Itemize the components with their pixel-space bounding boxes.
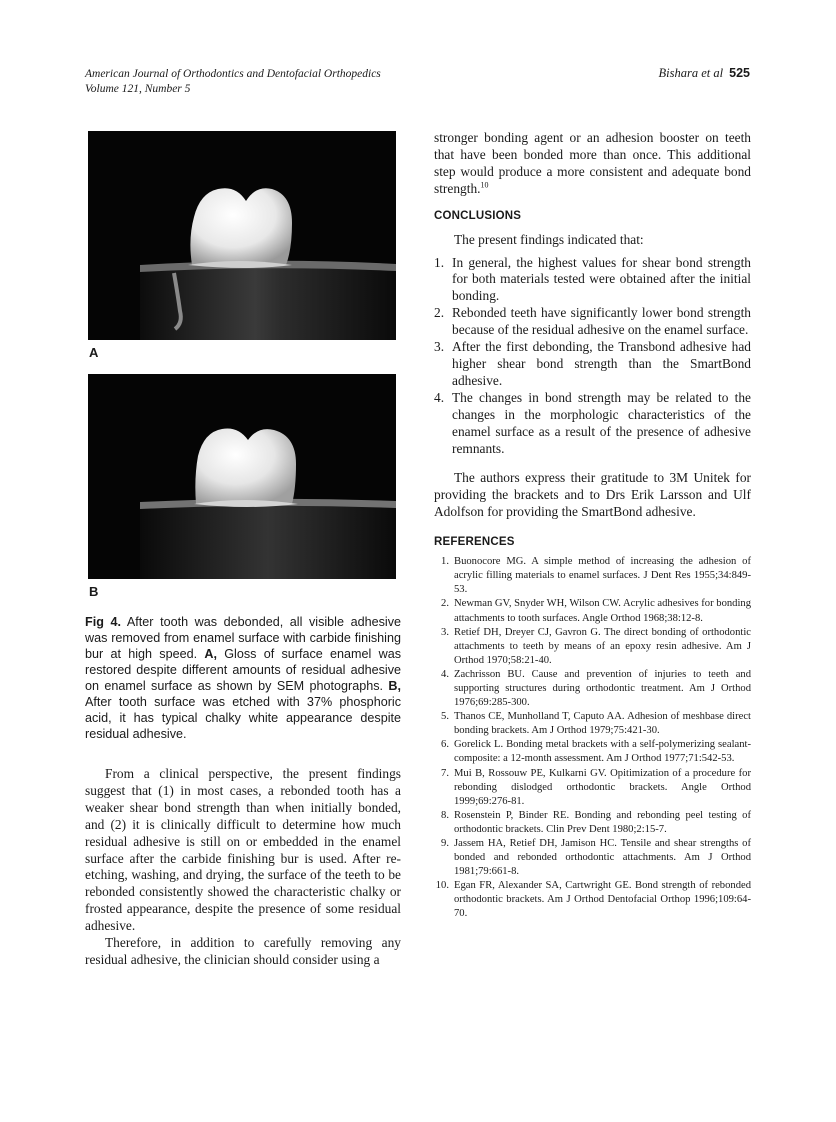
panel-label-b: B xyxy=(89,584,99,599)
caption-text-1: After tooth was debonded, all visible adhesive was removed from enamel surface with carbide finishing bur at high speed. xyxy=(85,615,401,661)
conclusion-item xyxy=(434,305,751,339)
continuation-paragraph xyxy=(434,130,751,198)
conclusion-item-number: 2. xyxy=(434,305,445,321)
figure-photo-b xyxy=(88,374,396,579)
reference-item xyxy=(434,668,751,710)
conclusion-item-number: 4. xyxy=(434,389,445,405)
caption-text-3: After tooth surface was etched with 37% phosphoric acid, it has typical chalky white appearance despite residual adhesive. xyxy=(85,695,401,741)
citation-ref: 10 xyxy=(480,180,489,190)
reference-item-text: Buonocore MG. A simple method of increasing the adhesion of acrylic filling materials to enamel surfaces. J Dent Res 1955;34:849-53. xyxy=(454,556,751,596)
reference-item-number: 7. xyxy=(441,767,449,779)
caption-a-label: A, xyxy=(204,647,217,661)
conclusion-item xyxy=(434,390,751,458)
left-column-body xyxy=(85,766,401,969)
journal-title: American Journal of Orthodontics and Dentofacial Orthopedics xyxy=(85,68,381,80)
reference-item-number: 3. xyxy=(441,626,449,638)
reference-item xyxy=(434,879,751,921)
reference-item xyxy=(434,738,751,766)
acknowledgment: The authors express their gratitude to 3M Unitek for providing the brackets and to Drs Erik Larsson and Ulf Adolfson for providing the SmartBond adhesive. xyxy=(434,470,751,520)
reference-item xyxy=(434,809,751,837)
figure-caption xyxy=(85,614,401,742)
reference-item-text: Zachrisson BU. Cause and prevention of injuries to teeth and supporting structures during orthodontic treatment. Am J Orthod 1976;69:285-300. xyxy=(454,668,751,709)
reference-item-number: 1. xyxy=(441,556,449,568)
caption-b-label: B, xyxy=(388,679,401,693)
conclusion-item-text: After the first debonding, the Transbond adhesive had higher shear bond strength than the SmartBond adhesive. xyxy=(452,339,751,388)
reference-item xyxy=(434,767,751,809)
references-heading: REFERENCES xyxy=(434,536,515,549)
reference-item-number: 8. xyxy=(441,809,449,821)
caption-text-2: Gloss of surface enamel was restored despite different amounts of residual adhesive on enamel surface as shown by SEM photographs. xyxy=(85,647,401,693)
reference-item xyxy=(434,837,751,879)
discussion-paragraph: Therefore, in addition to carefully removing any residual adhesive, the clinician should consider using a xyxy=(85,935,401,967)
reference-item-number: 5. xyxy=(441,711,449,723)
running-header-authors xyxy=(659,66,750,81)
conclusion-item-text: In general, the highest values for shear bond strength for both materials tested were obtained after the initial bonding. xyxy=(452,254,751,304)
conclusion-item-text: Rebonded teeth have significantly lower bond strength because of the residual adhesive on the enamel surface. xyxy=(452,305,751,338)
reference-item-text: Jassem HA, Retief DH, Jamison HC. Tensile and shear strengths of bonded and rebonded orthodontic attachments. Am J Orthod 1981;79:661-8. xyxy=(454,838,751,878)
reference-item-text: Thanos CE, Munholland T, Caputo AA. Adhesion of meshbase direct bonding brackets. Am J Orthod 1979;75:421-30. xyxy=(454,711,751,737)
tooth-photo-b xyxy=(88,374,396,579)
conclusions-intro: The present findings indicated that: xyxy=(454,231,644,247)
reference-item-text: Egan FR, Alexander SA, Cartwright GE. Bond strength of rebonded orthodontic brackets. Am J Orthod Dentofacial Orthop 1996;109:64-70. xyxy=(454,880,751,920)
conclusions-list xyxy=(434,255,751,458)
reference-item-text: Gorelick L. Bonding metal brackets with a self-polymerizing sealant-composite: a 12-month assessment. Am J Orthod 1977;71:542-53. xyxy=(454,739,751,765)
conclusion-item xyxy=(434,255,751,306)
header-authors: Bishara et al xyxy=(658,66,724,80)
reference-item-number: 6. xyxy=(441,739,449,751)
page-number: 525 xyxy=(729,66,750,80)
reference-item-number: 2. xyxy=(441,598,449,610)
conclusions-heading: CONCLUSIONS xyxy=(434,209,522,222)
reference-item xyxy=(434,555,751,597)
reference-item-text: Mui B, Rossouw PE, Kulkarni GV. Opitimization of a procedure for rebonding dislodged orthodontic brackets. Angle Orthod 1999;69:276-81. xyxy=(454,767,751,807)
references-list xyxy=(434,555,751,921)
reference-item-number: 9. xyxy=(441,838,449,849)
conclusion-item-number: 1. xyxy=(434,254,445,270)
reference-item xyxy=(434,597,751,625)
conclusion-item-number: 3. xyxy=(434,339,445,355)
reference-item-text: Rosenstein P, Binder RE. Bonding and rebonding peel testing of orthodontic brackets. Clin Prev Dent 1980;2:15-7. xyxy=(454,809,751,835)
discussion-paragraph: From a clinical perspective, the present findings suggest that (1) in most cases, a rebonded tooth has a weaker shear bond strength than when initially bonded, and (2) it is clinically difficult to determine how much residual adhesive is still on or embedded in the enamel surface after the carbide finishing bur is used. After re-etching, washing, and drying, the surface of the teeth to be rebonded consistently showed the characteristic chalky or frosted appearance, despite the presence of some residual adhesive. xyxy=(85,766,401,934)
conclusion-item-text: The changes in bond strength may be related to the changes in the morphologic characteristics of the enamel surface as a result of the presence of adhesive remnants. xyxy=(452,389,751,456)
tooth-photo-a xyxy=(88,131,396,340)
running-header-journal xyxy=(85,67,381,97)
reference-item-text: Retief DH, Dreyer CJ, Gavron G. The direct bonding of orthodontic attachments to teeth by means of an epoxy resin adhesive. Am J Orthod 1970;58:21-40. xyxy=(454,626,751,666)
reference-item-number: 10. xyxy=(435,880,449,892)
figure-photo-a xyxy=(88,131,396,340)
right-column xyxy=(434,130,751,922)
reference-item-text: Newman GV, Snyder WH, Wilson CW. Acrylic adhesives for bonding attachments to tooth surfaces. Angle Orthod 1968;38:12-8. xyxy=(454,598,751,624)
reference-item xyxy=(434,710,751,738)
conclusion-item xyxy=(434,339,751,390)
journal-volume: Volume 121, Number 5 xyxy=(85,83,191,95)
continuation-text: stronger bonding agent or an adhesion booster on teeth that have been bonded more than once. This additional step would produce a more consistent and adequate bond strength. xyxy=(434,130,751,196)
reference-item xyxy=(434,626,751,668)
caption-fig-label: Fig 4. xyxy=(85,615,121,629)
reference-item-number: 4. xyxy=(441,668,449,680)
panel-label-a: A xyxy=(89,345,99,360)
